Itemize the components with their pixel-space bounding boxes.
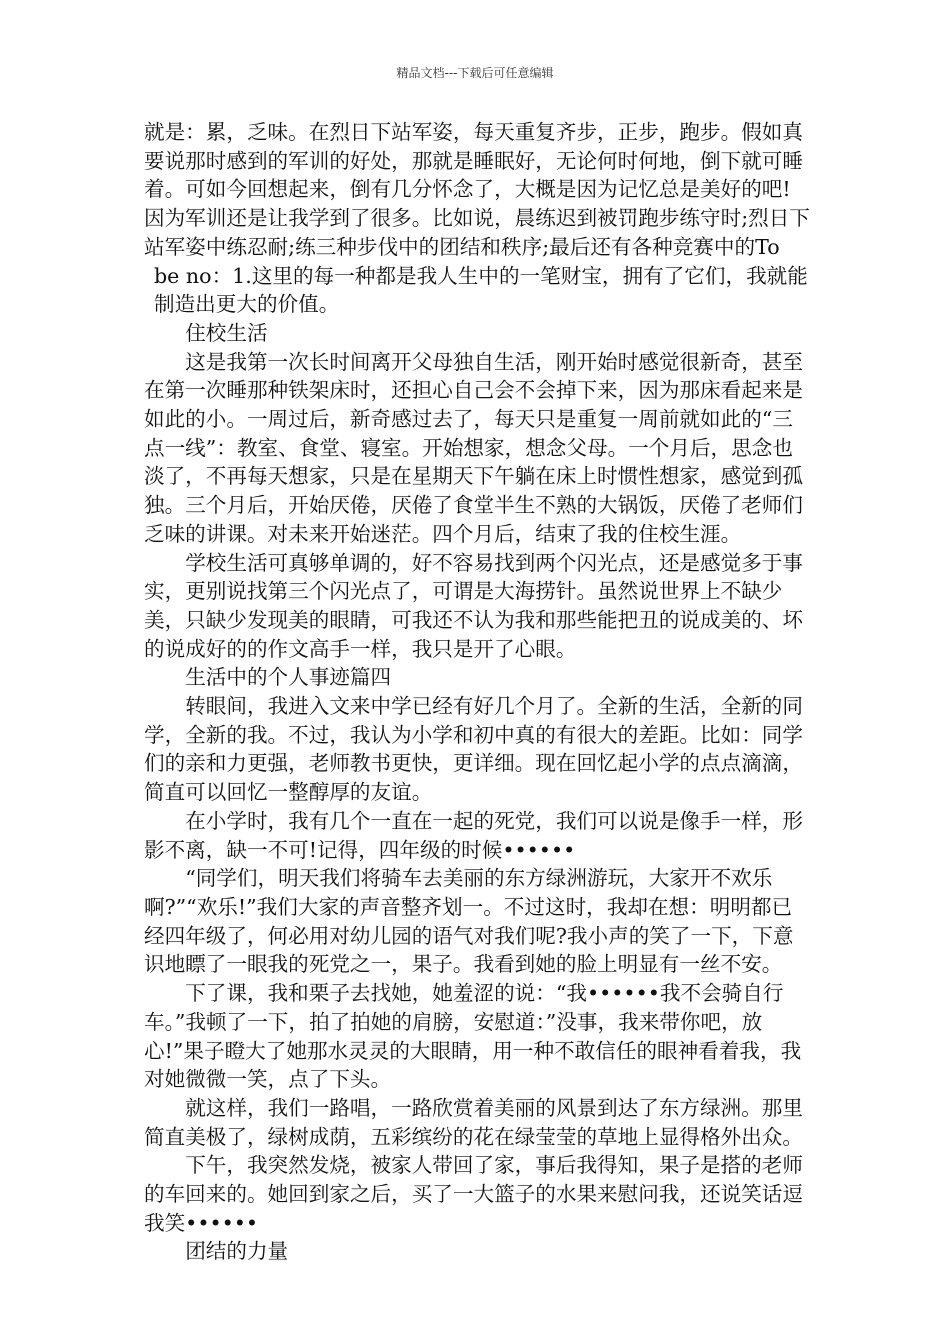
document-body (144, 118, 810, 1266)
paragraph: 在小学时，我有几个一直在一起的死党，我们可以说是像手一样，形影不离，缺一不可!记得，四年级的时候•••••• (144, 808, 803, 862)
paragraph: 下午，我突然发烧，被家人带回了家，事后我得知，果子是搭的老师的车回来的。她回到家之后，买了一大篮子的水果来慰问我，还说笑话逗我笑•••••• (144, 1153, 803, 1235)
paragraph: 学校生活可真够单调的，好不容易找到两个闪光点，还是感觉多于事实，更别说找第三个闪光点了，可谓是大海捞针。虽然说世界上不缺少美，只缺少发现美的眼睛，可我还不认为我和那些能把丑的说成美的、坏的说成好的的作文高手一样，我只是开了心眼。 (144, 550, 803, 661)
paragraph: 就是：累，乏味。在烈日下站军姿，每天重复齐步，正步，跑步。假如真要说那时感到的军训的好处，那就是睡眠好，无论何时何地，倒下就可睡着。可如今回想起来，倒有几分怀念了，大概是因为记忆总是美好的吧!因为军训还是让我学到了很多。比如说，晨练迟到被罚跑步练守时;烈日下站军姿中练忍耐;练三种步伐中的团结和秩序;最后还有各种竞赛中的To (144, 120, 810, 259)
page-header: 精品文档---下载后可任意编辑 (396, 66, 554, 80)
paragraph: “同学们，明天我们将骑车去美丽的东方绿洲游玩，大家开不欢乐啊?”“欢乐!”我们大家的声音整齐划一。不过这时，我却在想：明明都已经四年级了，何必用对幼儿园的语气对我们呢?我小声的笑了一下，下意识地瞟了一眼我的死党之一，果子。我看到她的脸上明显有一丝不安。 (144, 866, 794, 977)
paragraph: 这是我第一次长时间离开父母独自生活，刚开始时感觉很新奇，甚至在第一次睡那种铁架床时，还担心自己会不会掉下来，因为那床看起来是如此的小。一周过后，新奇感过去了，每天只是重复一周前就如此的“三点一线”：教室、食堂、寝室。开始想家，想念父母。一个月后，思念也淡了，不再每天想家，只是在星期天下午躺在床上时惯性想家，感觉到孤独。三个月后，开始厌倦，厌倦了食堂半生不熟的大锅饭，厌倦了老师们乏味的讲课。对未来开始迷茫。四个月后，结束了我的住校生涯。 (144, 349, 803, 546)
paragraph: 就这样，我们一路唱，一路欣赏着美丽的风景到达了东方绿洲。那里简直美极了，绿树成荫，五彩缤纷的花在绿莹莹的草地上显得格外出众。 (144, 1095, 803, 1149)
paragraph: 转眼间，我进入文来中学已经有好几个月了。全新的生活，全新的同学，全新的我。不过，我认为小学和初中真的有很大的差距。比如：同学们的亲和力更强，老师教书更快，更详细。现在回忆起小学的点点滴滴，简直可以回忆一整醇厚的友谊。 (144, 694, 803, 805)
section-heading: 团结的力量 (185, 1239, 289, 1264)
paragraph: be no：1.这里的每一种都是我人生中的一笔财宝，拥有了它们，我就能制造出更大的价值。 (154, 263, 808, 317)
paragraph: 下了课，我和栗子去找她，她羞涩的说：“我••••••我不会骑自行车。”我顿了一下，拍了拍她的肩膀，安慰道：”没事，我来带你吧，放心!”果子瞪大了她那水灵灵的大眼睛，用一种不敢信任的眼神看着我，我对她微微一笑，点了下头。 (144, 981, 802, 1092)
section-heading: 生活中的个人事迹篇四 (185, 665, 392, 690)
section-heading: 住校生活 (185, 320, 268, 345)
